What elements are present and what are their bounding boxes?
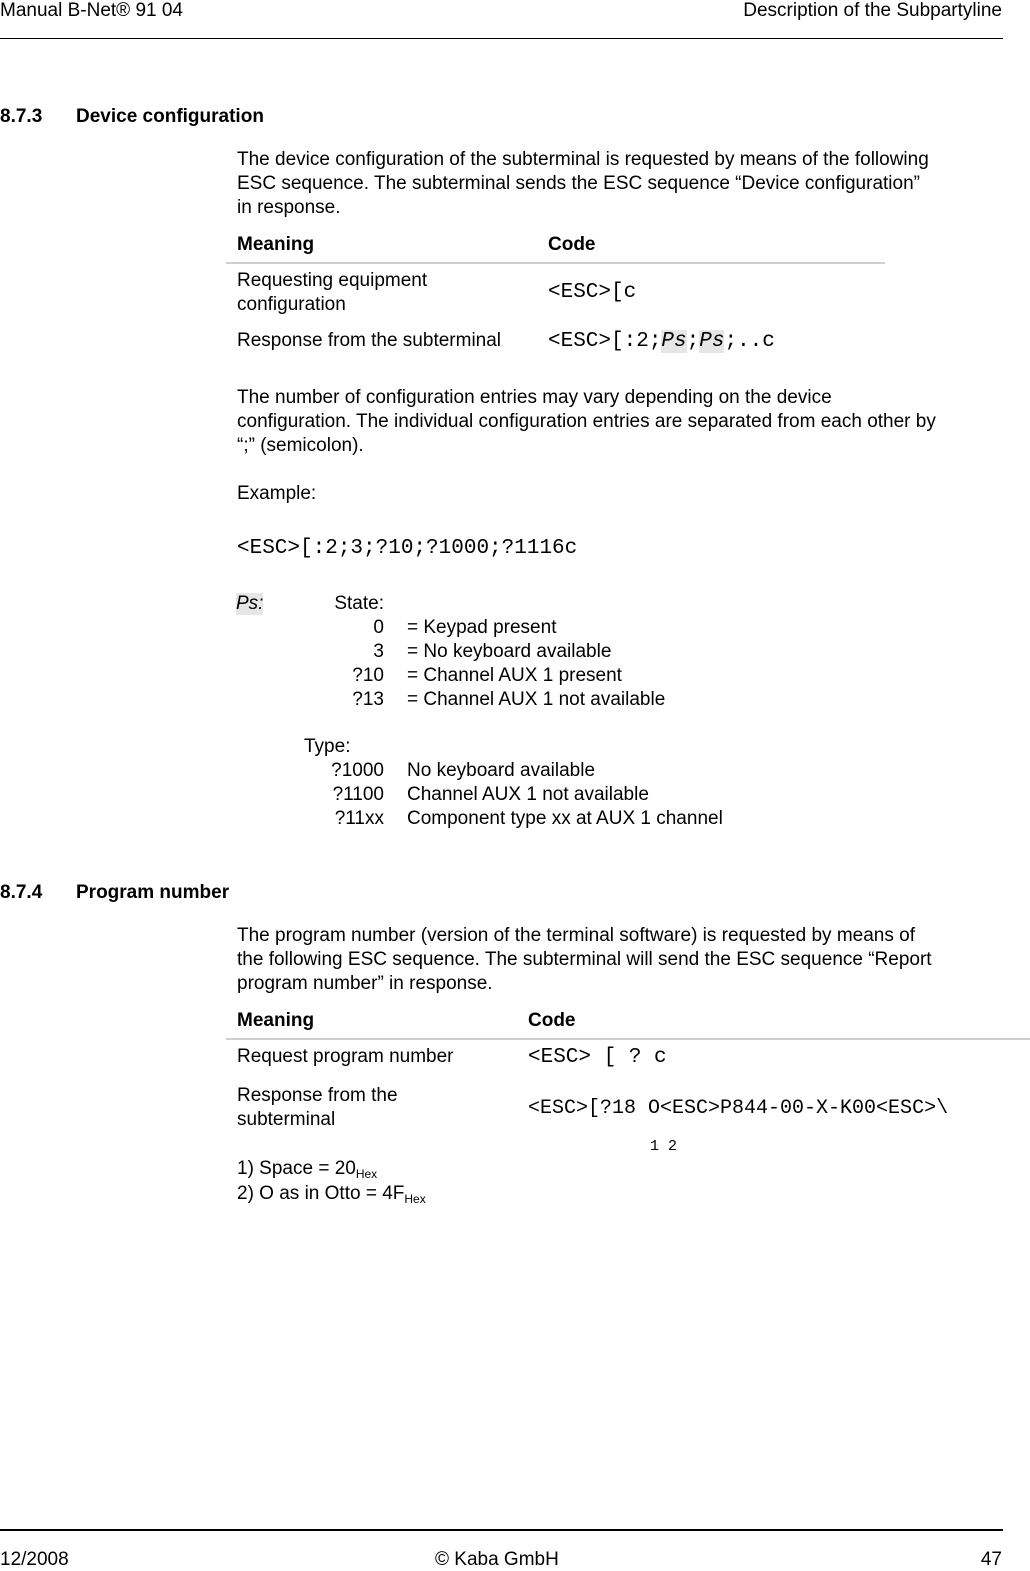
state-label: State: xyxy=(334,593,384,614)
table-rule xyxy=(226,262,885,264)
example-label: Example: xyxy=(237,483,317,504)
state-code: 0 xyxy=(373,617,384,638)
footnote: 2) O as in Otto = $4F_{Hex}$ xyxy=(237,1183,426,1206)
table-header-code: Code xyxy=(548,234,596,255)
intro-line: program number” in response. xyxy=(237,973,493,994)
state-desc: = Channel AUX 1 not available xyxy=(407,689,666,710)
table-cell-code: <ESC>[c xyxy=(548,281,637,304)
state-desc: = No keyboard available xyxy=(407,641,612,662)
section-title: Device configuration xyxy=(76,106,264,127)
table-cell-meaning: Requesting equipment xyxy=(237,270,428,291)
intro-line: The program number (version of the terminal software) is requested by means of xyxy=(237,925,915,946)
ps-label: Ps: xyxy=(236,593,264,614)
state-code: ?10 xyxy=(352,665,384,686)
code-sep: ; xyxy=(686,330,700,353)
type-code: ?11xx xyxy=(334,808,384,829)
type-desc: Channel AUX 1 not available xyxy=(407,784,649,805)
header-rule xyxy=(0,38,1003,39)
footer-company: © Kaba GmbH xyxy=(435,1549,559,1570)
section-title: Program number xyxy=(76,882,230,903)
intro-line: the following ESC sequence. The subterminal will send the ESC sequence “Report xyxy=(237,949,932,970)
note-line: The number of configuration entries may vary depending on the device xyxy=(237,387,832,408)
code-prefix: <ESC>[:2; xyxy=(548,330,662,353)
type-desc: Component type xx at AUX 1 channel xyxy=(407,808,723,829)
footnote-marker: 2 xyxy=(668,1138,678,1155)
table-cell-meaning: Response from the subterminal xyxy=(237,330,502,351)
table-cell-meaning: configuration xyxy=(237,294,346,315)
footnote-marker: 1 xyxy=(650,1138,660,1155)
intro-line: in response. xyxy=(237,197,341,218)
intro-line: ESC sequence. The subterminal sends the ESC sequence “Device configuration” xyxy=(237,173,920,194)
state-code: ?13 xyxy=(352,689,384,710)
header-right: Description of the Subpartyline xyxy=(743,0,1002,21)
footer-rule xyxy=(0,1529,1003,1531)
code-ps-highlight: Ps xyxy=(661,330,687,353)
table-cell-meaning: subterminal xyxy=(237,1109,336,1130)
state-desc: = Channel AUX 1 present xyxy=(407,665,622,686)
note-line: “;” (semicolon). xyxy=(237,435,364,456)
intro-line: The device configuration of the subterminal is requested by means of the following xyxy=(237,149,929,170)
table-cell-meaning: Response from the xyxy=(237,1085,398,1106)
type-label: Type: xyxy=(304,736,351,757)
section-number: 8.7.4 xyxy=(0,882,43,903)
table-cell-meaning: Request program number xyxy=(237,1046,454,1067)
state-desc: = Keypad present xyxy=(407,617,557,638)
table-cell-code xyxy=(548,330,775,353)
state-code: 3 xyxy=(373,641,384,662)
code-ps-highlight: Ps xyxy=(699,330,725,353)
type-desc: No keyboard available xyxy=(407,760,596,781)
example-code: <ESC>[:2;3;?10;?1000;?1116c xyxy=(237,537,578,560)
table-cell-code: <ESC> [ ? c xyxy=(528,1046,667,1069)
type-code: ?1100 xyxy=(332,784,384,805)
page-number: 47 xyxy=(980,1549,1002,1570)
table-header-meaning: Meaning xyxy=(237,234,315,255)
header-left: Manual B-Net® 91 04 xyxy=(0,0,183,21)
table-cell-code: <ESC>[?18 O<ESC>P844-00-X-K00<ESC>\ xyxy=(528,1097,949,1120)
table-rule xyxy=(226,1038,1030,1040)
table-header-meaning: Meaning xyxy=(237,1010,315,1031)
footer-date: 12/2008 xyxy=(0,1549,69,1570)
note-line: configuration. The individual configuration entries are separated from each other by xyxy=(237,411,936,432)
section-number: 8.7.3 xyxy=(0,106,43,127)
type-code: ?1000 xyxy=(331,760,384,781)
code-suffix: ;..c xyxy=(724,330,775,353)
table-header-code: Code xyxy=(528,1010,576,1031)
footnote: 1) Space = $20_{Hex}$ xyxy=(237,1158,378,1181)
